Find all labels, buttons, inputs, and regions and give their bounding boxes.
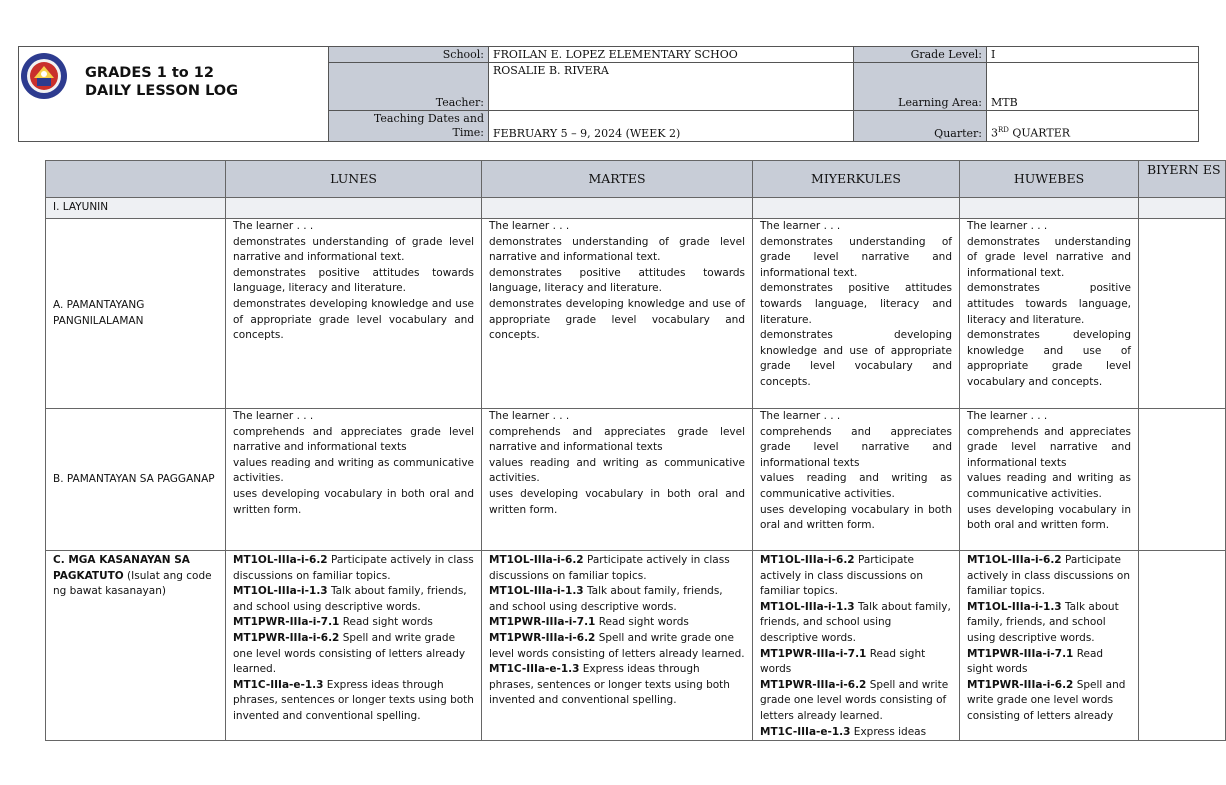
days-header-row [46, 161, 1226, 198]
school-value: FROILAN E. LOPEZ ELEMENTARY SCHOO [489, 47, 854, 63]
competency-item [233, 553, 474, 584]
competency-item [760, 678, 952, 725]
content-standard-cell [482, 219, 753, 409]
learner-intro: The learner . . . [967, 220, 1048, 232]
dates-label-line-1: Teaching Dates and [373, 112, 484, 125]
learner-intro: The learner . . . [760, 220, 841, 232]
competency-code: MT1OL-IIIa-i-1.3 [967, 600, 1062, 613]
standard-item: values reading and writing as communicative activities. [233, 456, 474, 485]
competency-code: MT1OL-IIIa-i-1.3 [233, 585, 328, 598]
competency-text: Spell and write grade one level words consisting of letters already [967, 678, 1126, 722]
standard-item: demonstrates developing knowledge and use of appropriate grade level vocabulary and concepts. [760, 329, 952, 388]
competency-cell [960, 551, 1139, 741]
competency-text: Express ideas [850, 725, 927, 738]
quarter-suffix: RD [998, 126, 1009, 135]
standard-item: uses developing vocabulary in both oral and written form. [967, 503, 1131, 532]
day-header: LUNES [226, 161, 482, 198]
competency-item [233, 584, 474, 615]
content-standard-cell [960, 219, 1139, 409]
competency-item [233, 631, 474, 678]
competency-text: Talk about family, friends, and school using descriptive words. [760, 600, 951, 644]
day-header: HUWEBES [960, 161, 1139, 198]
competency-item [233, 615, 474, 631]
competency-item [760, 725, 952, 741]
standard-item: comprehends and appreciates grade level narrative and informational texts [760, 425, 952, 469]
standard-item: comprehends and appreciates grade level narrative and informational texts [489, 425, 745, 454]
school-label: School: [329, 47, 489, 63]
standard-item: values reading and writing as communicative activities. [760, 472, 952, 500]
competency-code: MT1PWR-IIIa-i-6.2 [489, 631, 596, 644]
title-cell [19, 47, 329, 142]
standard-item: uses developing vocabulary in both oral and written form. [233, 487, 474, 516]
standard-item: uses developing vocabulary in both oral and written form. [760, 503, 952, 532]
standard-item: demonstrates positive attitudes towards language, literacy and literature. [760, 282, 952, 326]
header-info-table [18, 46, 1199, 142]
competency-code: MT1C-IIIa-e-1.3 [760, 725, 851, 738]
competency-item [967, 553, 1131, 600]
competency-code: MT1PWR-IIIa-i-7.1 [760, 647, 867, 660]
competency-text: Talk about family, friends, and school using descriptive words. [233, 585, 467, 613]
competency-item [489, 631, 745, 662]
quarter-word: QUARTER [1008, 127, 1071, 140]
day-header: MARTES [482, 161, 753, 198]
empty-cell [1139, 409, 1226, 551]
standard-item: demonstrates developing knowledge and use of appropriate grade level vocabulary and concepts. [967, 329, 1131, 388]
standard-item: comprehends and appreciates grade level narrative and informational texts [967, 425, 1131, 469]
corner-cell [46, 161, 226, 198]
competency-code: MT1PWR-IIIa-i-6.2 [233, 631, 340, 644]
competency-item [760, 647, 952, 678]
competency-text: Participate actively in class discussions on familiar topics. [489, 554, 730, 582]
standard-item: comprehends and appreciates grade level narrative and informational texts [233, 425, 474, 454]
competency-item [967, 647, 1131, 678]
competency-text: Read sight words [760, 647, 926, 676]
learning-area-label: Learning Area: [854, 63, 987, 111]
grade-level-label: Grade Level: [854, 47, 987, 63]
competency-item [760, 600, 952, 647]
standard-item: demonstrates positive attitudes towards language, literacy and literature. [233, 266, 474, 295]
standard-item: demonstrates positive attitudes towards language, literacy and literature. [967, 282, 1131, 326]
standard-item: uses developing vocabulary in both oral and written form. [489, 487, 745, 516]
dates-label-line-2: Time: [452, 126, 484, 139]
performance-standard-cell [226, 409, 482, 551]
competency-text: Spell and write grade one level words consisting of letters already learned. [489, 631, 745, 660]
empty-cell [1139, 551, 1226, 741]
day-header: MIYERKULES [753, 161, 960, 198]
row-label-pamantayan-sa-pagganap: B. PAMANTAYAN SA PAGGANAP [46, 409, 226, 551]
learner-intro: The learner . . . [967, 410, 1048, 422]
row-label-bold: C. MGA KASANAYAN SA PAGKATUTO [53, 554, 190, 582]
competency-code: MT1OL-IIIa-i-6.2 [760, 554, 855, 566]
standard-item: demonstrates positive attitudes towards language, literacy and literature. [489, 266, 745, 295]
learner-intro: The learner . . . [489, 220, 570, 232]
competency-text: Talk about family, friends, and school using descriptive words. [967, 600, 1119, 644]
competency-code: MT1PWR-IIIa-i-6.2 [967, 678, 1074, 691]
day-header: BIYERN ES [1139, 161, 1226, 198]
competency-text: Read sight words [967, 647, 1104, 676]
competency-text: Spell and write grade one level words consisting of letters already learned. [233, 631, 466, 676]
competency-text: Talk about family, friends, and school using descriptive words. [489, 585, 723, 613]
performance-standard-cell [960, 409, 1139, 551]
standard-item: demonstrates understanding of grade level narrative and informational text. [233, 235, 474, 264]
table-row [46, 551, 1226, 741]
competency-text: Read sight words [339, 616, 433, 629]
content-standard-cell [226, 219, 482, 409]
learning-area-value: MTB [987, 63, 1199, 111]
competency-item [489, 615, 745, 631]
competency-item [233, 678, 474, 725]
quarter-label: Quarter: [854, 111, 987, 142]
teaching-dates-label [329, 111, 489, 142]
competency-item [967, 600, 1131, 647]
standard-item: demonstrates understanding of grade level narrative and informational text. [967, 235, 1131, 279]
quarter-number: 3 [991, 127, 998, 140]
competency-text: Express ideas through phrases, sentences or longer texts using both invented and conventional spelling. [489, 663, 730, 707]
competency-text: Participate actively in class discussions on familiar topics. [233, 554, 474, 582]
teaching-dates-value: FEBRUARY 5 – 9, 2024 (WEEK 2) [489, 111, 854, 142]
teacher-label: Teacher: [329, 63, 489, 111]
learner-intro: The learner . . . [760, 410, 841, 422]
competency-item [489, 553, 745, 584]
standard-item: demonstrates developing knowledge and use of appropriate grade level vocabulary and concepts. [489, 297, 745, 342]
competency-cell [482, 551, 753, 741]
row-label-kasanayan-sa-pagkatuto [46, 551, 226, 741]
competency-code: MT1PWR-IIIa-i-7.1 [967, 647, 1074, 660]
teacher-value: ROSALIE B. RIVERA [489, 63, 854, 111]
performance-standard-cell [753, 409, 960, 551]
competency-code: MT1OL-IIIa-i-6.2 [967, 554, 1062, 566]
title-line-2: DAILY LESSON LOG [85, 83, 239, 99]
layunin-label: I. LAYUNIN [46, 198, 226, 219]
competency-code: MT1PWR-IIIa-i-7.1 [489, 616, 596, 629]
lesson-log-table [45, 160, 1226, 741]
competency-code: MT1C-IIIa-e-1.3 [489, 663, 580, 676]
competency-text: Participate actively in class discussions on familiar topics. [967, 554, 1131, 598]
competency-cell [753, 551, 960, 741]
table-row [46, 409, 1226, 551]
competency-code: MT1OL-IIIa-i-6.2 [233, 554, 328, 566]
standard-item: demonstrates understanding of grade level narrative and informational text. [760, 235, 952, 279]
learner-intro: The learner . . . [233, 410, 314, 422]
competency-text: Participate actively in class discussions on familiar topics. [760, 554, 924, 598]
competency-text: Spell and write grade one level words consisting of letters already learned. [760, 678, 949, 722]
competency-item [489, 584, 745, 615]
empty-cell [1139, 219, 1226, 409]
competency-item [967, 678, 1131, 725]
competency-code: MT1OL-IIIa-i-1.3 [760, 600, 855, 613]
learner-intro: The learner . . . [489, 410, 570, 422]
standard-item: values reading and writing as communicative activities. [489, 456, 745, 485]
learner-intro: The learner . . . [233, 220, 314, 232]
competency-code: MT1PWR-IIIa-i-6.2 [760, 678, 867, 691]
standard-item: values reading and writing as communicative activities. [967, 472, 1131, 500]
performance-standard-cell [482, 409, 753, 551]
competency-code: MT1OL-IIIa-i-6.2 [489, 554, 584, 566]
competency-item [760, 553, 952, 600]
content-standard-cell [753, 219, 960, 409]
title-line-1: GRADES 1 to 12 [85, 65, 214, 81]
layunin-row [46, 198, 1226, 219]
row-label-note: (Isulat ang code ng bawat kasanayan) [53, 569, 212, 598]
grade-level-value: I [987, 47, 1199, 63]
competency-code: MT1PWR-IIIa-i-7.1 [233, 616, 340, 629]
row-label-pamantayang-pangnilalaman: A. PAMANTAYANG PANGNILALAMAN [46, 219, 226, 409]
standard-item: demonstrates developing knowledge and use of appropriate grade level vocabulary and concepts. [233, 297, 474, 342]
quarter-value [987, 111, 1199, 142]
table-row [46, 219, 1226, 409]
competency-item [489, 662, 745, 709]
standard-item: demonstrates understanding of grade level narrative and informational text. [489, 235, 745, 264]
competency-code: MT1C-IIIa-e-1.3 [233, 678, 324, 691]
competency-code: MT1OL-IIIa-i-1.3 [489, 585, 584, 598]
competency-text: Express ideas through phrases, sentences or longer texts using both invented and conventional spelling. [233, 678, 474, 722]
competency-text: Read sight words [595, 616, 689, 629]
competency-cell [226, 551, 482, 741]
